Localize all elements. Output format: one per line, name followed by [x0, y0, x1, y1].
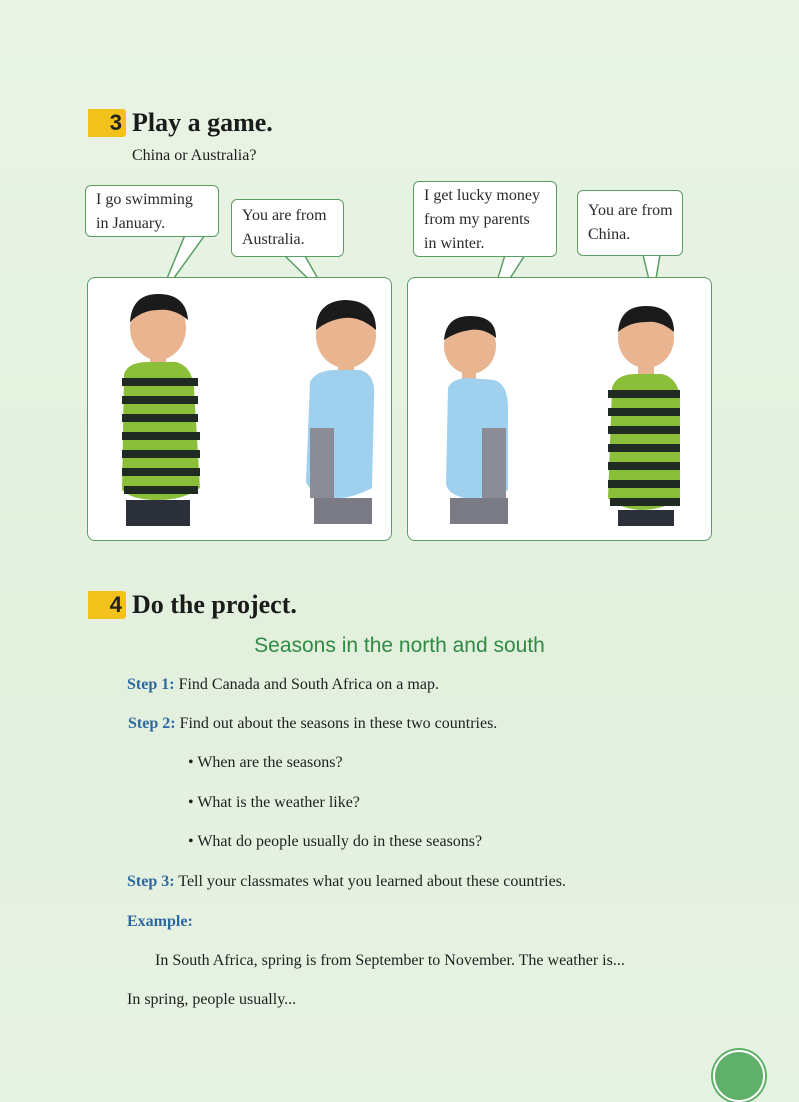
step-3	[127, 873, 566, 891]
bubble-text-line: in January.	[96, 215, 166, 232]
section-3-subtitle: China or Australia?	[132, 147, 257, 164]
boys-photo-left	[88, 278, 392, 541]
step-2-label: Step 2:	[128, 715, 176, 732]
boys-photo-right	[408, 278, 712, 541]
section-3-title: Play a game.	[132, 108, 273, 137]
speech-bubble-lucky-money	[413, 181, 557, 257]
step-2-text: Find out about the seasons in these two countries.	[179, 715, 498, 732]
bubble-text-line: China.	[588, 226, 631, 243]
bubble-text-line: You are from	[242, 207, 327, 224]
boy-striped-shirt	[122, 294, 200, 526]
speech-bubble-australia	[231, 199, 344, 257]
section-4-title: Do the project.	[132, 590, 297, 619]
bullet-item: • What is the weather like?	[188, 794, 360, 811]
bullet-item: • When are the seasons?	[188, 754, 343, 771]
section-4-heading	[88, 590, 297, 620]
boy-striped-shirt	[608, 306, 680, 526]
page-number-badge	[713, 1050, 765, 1102]
step-1-text: Find Canada and South Africa on a map.	[178, 676, 439, 693]
speech-bubble-swimming	[85, 185, 219, 237]
boy-blue-shirt	[306, 300, 376, 524]
photo-frame-left	[87, 277, 392, 541]
boy-blue-shirt	[444, 316, 508, 524]
bubble-text-line: in winter.	[424, 235, 485, 252]
step-2	[128, 715, 497, 733]
photo-frame-right	[407, 277, 712, 541]
example-line-1: In South Africa, spring is from September to November. The weather is...	[155, 952, 625, 969]
step-1-label: Step 1:	[127, 676, 175, 693]
bullet-item: • What do people usually do in these seasons?	[188, 833, 483, 850]
section-3-heading	[88, 108, 273, 138]
project-title: Seasons in the north and south	[254, 634, 545, 657]
bubble-text-line: from my parents	[424, 211, 530, 228]
step-3-label: Step 3:	[127, 873, 175, 890]
bubble-text-line: You are from	[588, 202, 673, 219]
bubble-text-line: I get lucky money	[424, 187, 540, 204]
speech-bubble-china	[577, 190, 683, 256]
step-1	[127, 676, 439, 694]
bubble-text-line: Australia.	[242, 231, 305, 248]
bubble-text-line: I go swimming	[96, 191, 193, 208]
section-3-number-badge: 3	[88, 109, 126, 137]
section-4-number-badge: 4	[88, 591, 126, 619]
example-label: Example:	[127, 913, 193, 930]
step-3-text: Tell your classmates what you learned about these countries.	[178, 873, 566, 890]
example-line-2: In spring, people usually...	[127, 991, 297, 1008]
